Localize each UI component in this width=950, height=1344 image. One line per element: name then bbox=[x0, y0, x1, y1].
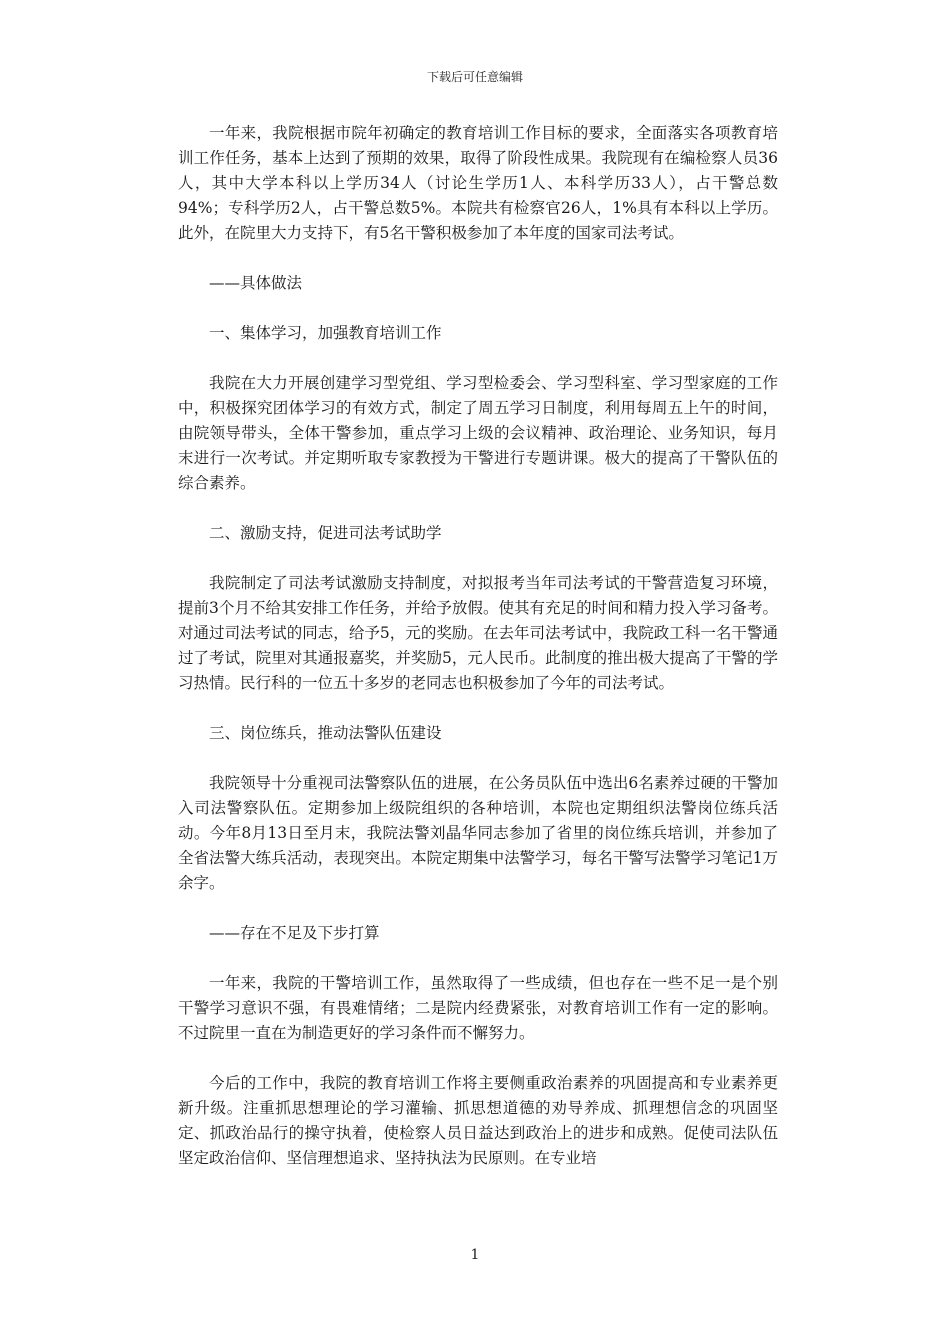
document-body bbox=[178, 121, 778, 1196]
subsection-heading-2: 二、激励支持，促进司法考试助学 bbox=[209, 524, 442, 542]
paragraph-intro: 一年来，我院根据市院年初确定的教育培训工作目标的要求，全面落实各项教育培训工作任务，基本上达到了预期的效果，取得了阶段性成果。我院现有在编检察人员36人，其中大学本科以上学历34人（讨论生学历1人、本科学历33人），占干警总数94%；专科学历2人，占干警总数5%。本院共有检察官26人，1%具有本科以上学历。此外，在院里大力支持下，有5名干警积极参加了本年度的国家司法考试。 bbox=[178, 124, 778, 242]
page-number: 1 bbox=[470, 1247, 480, 1263]
section-heading-shortcomings: ——存在不足及下步打算 bbox=[209, 924, 380, 942]
page-header: 下载后可任意编辑 bbox=[426, 70, 523, 84]
paragraph-shortcomings: 一年来，我院的干警培训工作，虽然取得了一些成绩，但也存在一些不足一是个别干警学习意识不强，有畏难情绪；二是院内经费紧张，对教育培训工作有一定的影响。不过院里一直在为制造更好的学习条件而不懈努力。 bbox=[178, 974, 778, 1042]
section-heading-methods: ——具体做法 bbox=[209, 274, 303, 292]
paragraph-collective-study: 我院在大力开展创建学习型党组、学习型检委会、学习型科室、学习型家庭的工作中，积极探究团体学习的有效方式，制定了周五学习日制度，利用每周五上午的时间，由院领导带头，全体干警参加，重点学习上级的会议精神、政治理论、业务知识，每月末进行一次考试。并定期听取专家教授为干警进行专题讲课。极大的提高了干警队伍的综合素养。 bbox=[178, 374, 778, 492]
paragraph-exam-incentive: 我院制定了司法考试激励支持制度，对拟报考当年司法考试的干警营造复习环境，提前3个月不给其安排工作任务，并给予放假。使其有充足的时间和精力投入学习备考。对通过司法考试的同志，给予5，元的奖励。在去年司法考试中，我院政工科一名干警通过了考试，院里对其通报嘉奖，并奖励5，元人民币。此制度的推出极大提高了干警的学习热情。民行科的一位五十多岁的老同志也积极参加了今年的司法考试。 bbox=[178, 574, 778, 692]
subsection-heading-3: 三、岗位练兵，推动法警队伍建设 bbox=[209, 724, 442, 742]
paragraph-future-plans: 今后的工作中，我院的教育培训工作将主要侧重政治素养的巩固提高和专业素养更新升级。注重抓思想理论的学习灌输、抓思想道德的劝导养成、抓理想信念的巩固坚定、抓政治品行的操守执着，使检察人员日益达到政治上的进步和成熟。促使司法队伍坚定政治信仰、坚信理想追求、坚持执法为民原则。在专业培 bbox=[178, 1074, 778, 1167]
paragraph-job-training: 我院领导十分重视司法警察队伍的进展，在公务员队伍中选出6名素养过硬的干警加入司法警察队伍。定期参加上级院组织的各种培训，本院也定期组织法警岗位练兵活动。今年8月13日至月末，我院法警刘晶华同志参加了省里的岗位练兵培训，并参加了全省法警大练兵活动，表现突出。本院定期集中法警学习，每名干警写法警学习笔记1万余字。 bbox=[178, 774, 778, 892]
subsection-heading-1: 一、集体学习，加强教育培训工作 bbox=[209, 324, 442, 342]
